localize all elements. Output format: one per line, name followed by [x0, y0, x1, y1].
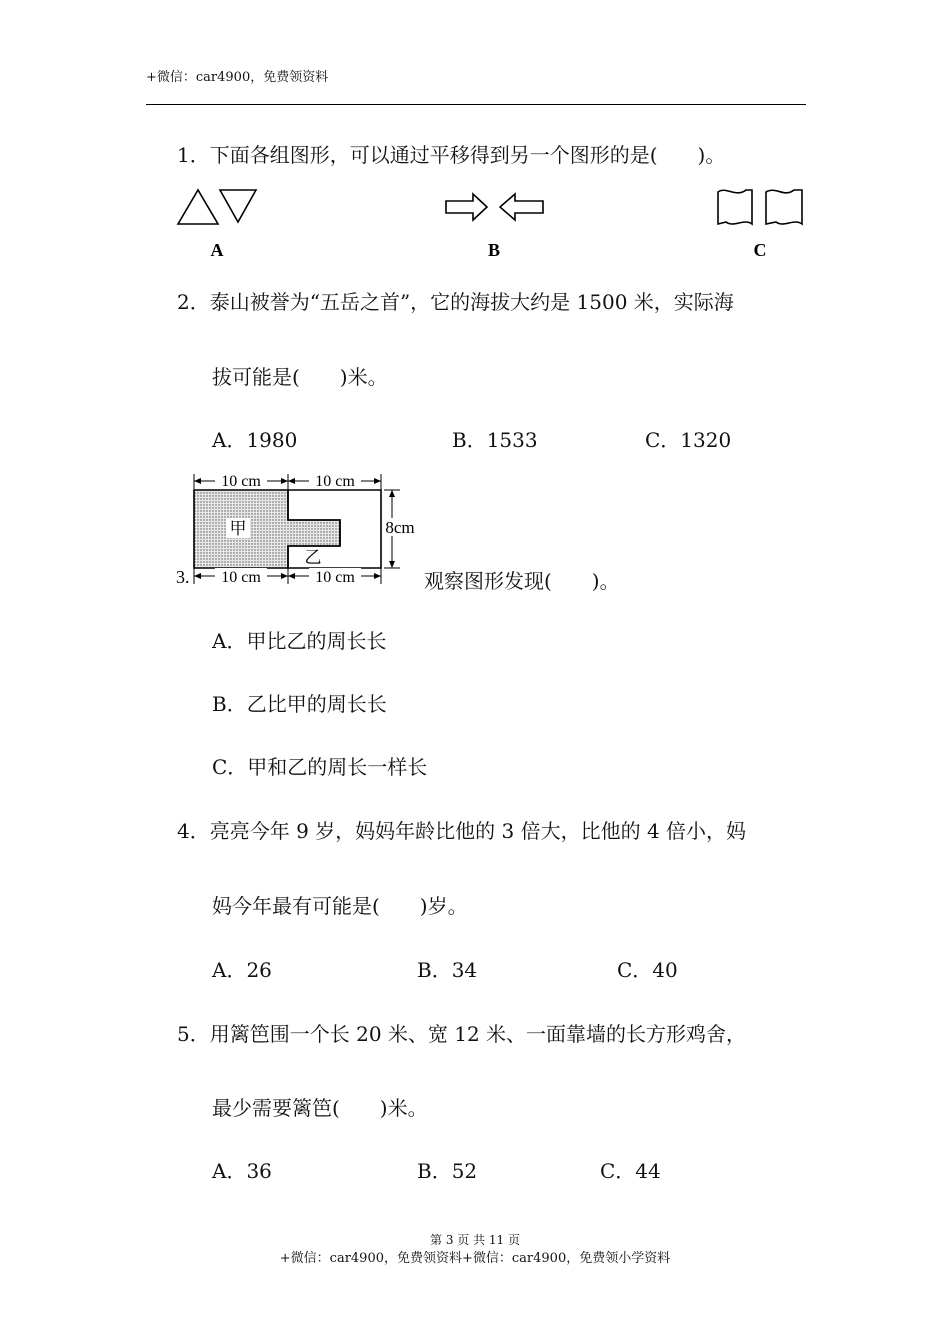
flag-shape-right: [766, 190, 802, 224]
flag-shape-left: [718, 190, 752, 224]
figure-label-a: A: [210, 240, 224, 260]
question-4-option-b: B．34: [417, 958, 478, 982]
question-3-text: 观察图形发现( )。: [424, 569, 620, 593]
page-footer: +微信：car4900，免费领资料+微信：car4900，免费领小学资料: [279, 1251, 671, 1266]
question-4-line-2: 妈今年最有可能是( )岁。: [212, 894, 468, 918]
label-yi: 乙: [304, 548, 322, 567]
triangle-down-shape: [220, 190, 256, 222]
question-5-option-b: B．52: [417, 1159, 478, 1183]
question-2-number: 2．: [177, 290, 210, 314]
question-3-number: 3.: [176, 567, 190, 587]
question-5-option-a: A．36: [212, 1159, 272, 1183]
question-5-line-2: 最少需要篱笆( )米。: [212, 1096, 428, 1120]
question-1-text: 下面各组图形，可以通过平移得到另一个图形的是( )。: [209, 143, 726, 167]
question-3-figure: [170, 468, 430, 592]
dim-top-right: 10 cm: [315, 473, 355, 490]
question-2-option-a: A．1980: [212, 428, 298, 452]
figure-label-b: B: [487, 240, 501, 260]
question-4-option-a: A．26: [212, 958, 272, 982]
dim-bottom-left: 10 cm: [221, 569, 261, 586]
arrow-left-shape: [500, 194, 543, 220]
question-4-number: 4．: [177, 819, 210, 843]
dim-height: 8cm: [385, 518, 415, 537]
question-1-figures: [170, 182, 820, 262]
label-jia: 甲: [229, 519, 247, 538]
question-3-option-b: B．乙比甲的周长长: [212, 692, 387, 716]
header-rule: [146, 104, 806, 105]
question-2-text: 泰山被誉为“五岳之首”，它的海拔大约是 1500 米，实际海: [209, 290, 734, 314]
question-1-number: 1．: [177, 143, 210, 167]
question-4-text: 亮亮今年 9 岁，妈妈年龄比他的 3 倍大，比他的 4 倍小，妈: [209, 819, 747, 843]
page-number: 第 3 页 共 11 页: [430, 1233, 520, 1247]
question-5-text: 用篱笆围一个长 20 米、宽 12 米、一面靠墙的长方形鸡舍，: [209, 1022, 747, 1046]
figure-label-c: C: [753, 240, 767, 260]
triangle-up-shape: [178, 190, 218, 224]
question-2-option-c: C．1320: [645, 428, 732, 452]
page-header: +微信：car4900，免费领资料: [146, 70, 329, 85]
question-4-option-c: C．40: [617, 958, 678, 982]
question-2-line-2: 拔可能是( )米。: [212, 365, 388, 389]
question-2-line-1: [177, 286, 734, 315]
question-2-option-b: B．1533: [452, 428, 538, 452]
question-3-option-a: A．甲比乙的周长长: [212, 629, 387, 653]
question-1: [177, 139, 725, 168]
question-5-option-c: C．44: [600, 1159, 661, 1183]
question-5-number: 5．: [177, 1022, 210, 1046]
dim-bottom-right: 10 cm: [315, 569, 355, 586]
question-4-line-1: [177, 815, 746, 844]
question-3-option-c: C．甲和乙的周长一样长: [212, 755, 428, 779]
arrow-right-shape: [446, 194, 487, 220]
dim-top-left: 10 cm: [221, 473, 261, 490]
question-5-line-1: [177, 1018, 746, 1047]
